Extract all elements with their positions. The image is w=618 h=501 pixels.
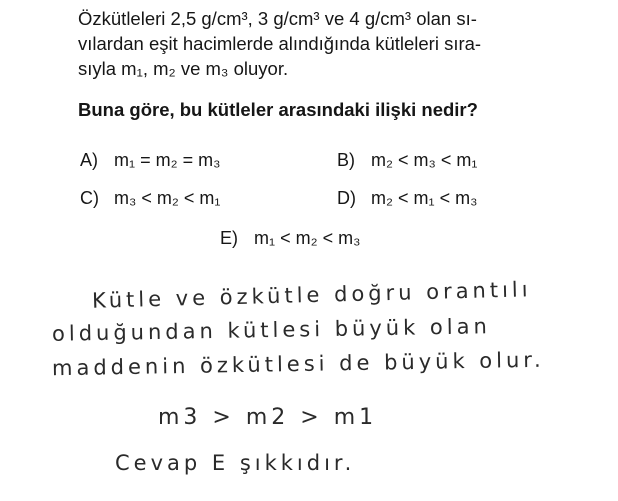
option-c-text: m₃ < m₂ < m₁ — [114, 188, 221, 208]
option-d — [337, 188, 477, 209]
question-prompt: Buna göre, bu kütleler arasındaki ilişki nedir? — [78, 99, 478, 120]
question-text — [78, 6, 598, 81]
option-a-letter: A) — [80, 150, 98, 170]
option-a-text: m₁ = m₂ = m₃ — [114, 150, 221, 170]
question-line-2: vılardan eşit hacimlerde alındığında kütleleri sıra- — [78, 33, 482, 54]
option-a — [80, 150, 220, 171]
option-b-text: m₂ < m₃ < m₁ — [371, 150, 478, 170]
handwritten-answer-line-2: olduğundan kütlesi büyük olan — [51, 314, 491, 346]
option-e-text: m₁ < m₂ < m₃ — [254, 228, 361, 248]
handwritten-answer-line-1: Kütle ve özkütle doğru orantılı — [91, 277, 532, 313]
option-d-letter: D) — [337, 188, 356, 208]
option-d-text: m₂ < m₁ < m₃ — [371, 188, 478, 208]
question-line-3: sıyla m₁, m₂ ve m₃ oluyor. — [78, 58, 289, 79]
option-e — [220, 228, 360, 249]
option-e-letter: E) — [220, 228, 238, 248]
option-b — [337, 150, 477, 171]
option-c-letter: C) — [80, 188, 99, 208]
question-line-1: Özkütleleri 2,5 g/cm³, 3 g/cm³ ve 4 g/cm³ olan sı- — [78, 8, 477, 29]
handwritten-answer-choice: Cevap E şıkkıdır. — [115, 451, 356, 475]
handwritten-inequality: m3 > m2 > m1 — [158, 405, 378, 430]
option-c — [80, 188, 220, 209]
handwritten-answer-line-3: maddenin özkütlesi de büyük olur. — [51, 347, 545, 381]
option-b-letter: B) — [337, 150, 355, 170]
